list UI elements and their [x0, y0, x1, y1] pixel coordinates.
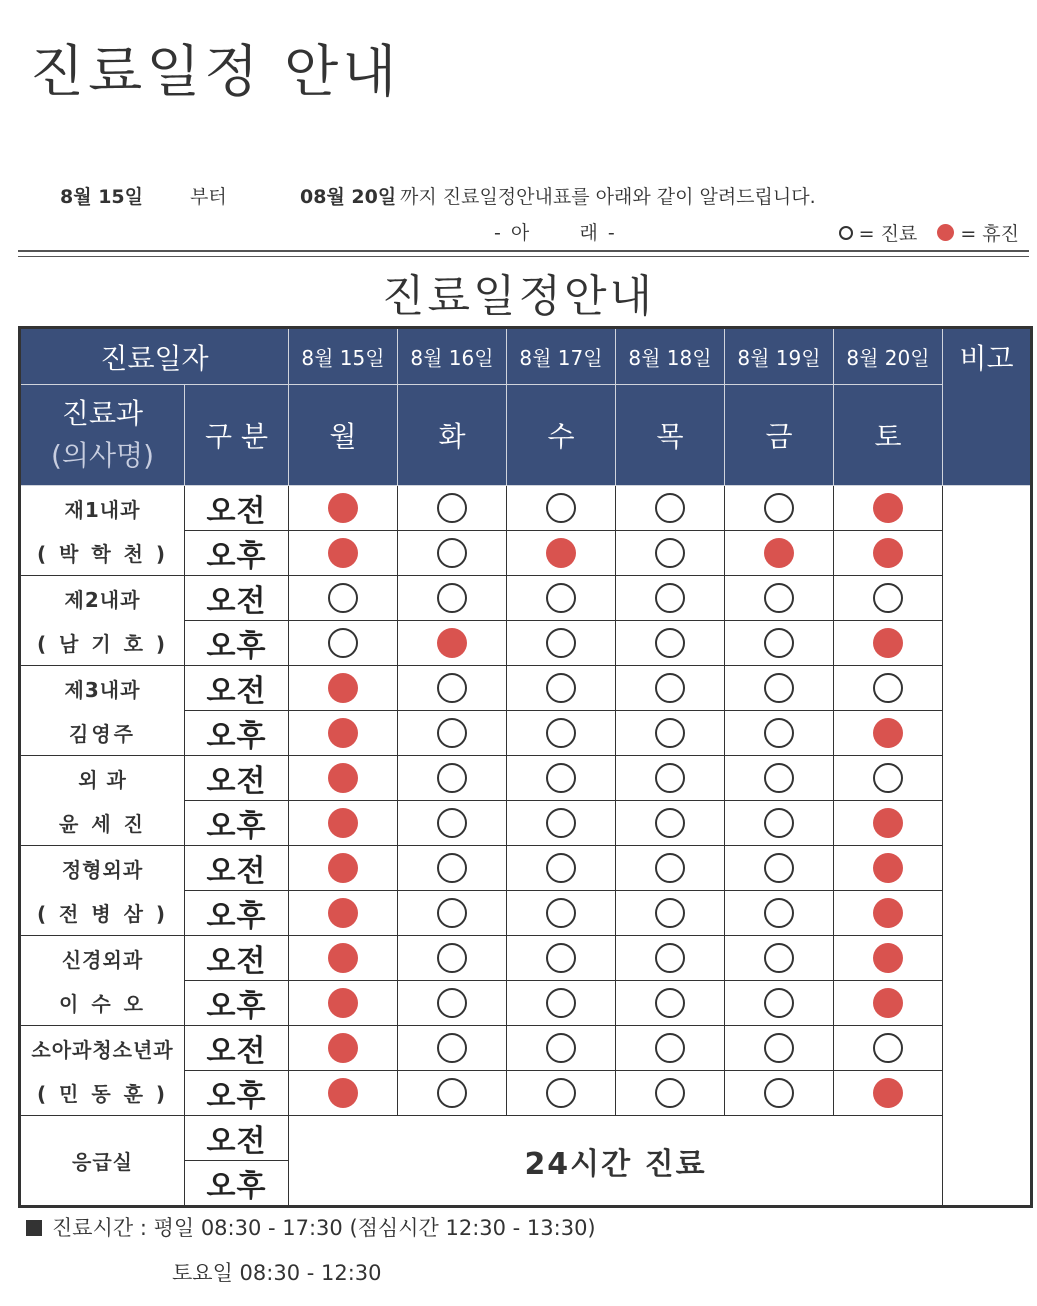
open-circle-icon: [764, 673, 794, 703]
status-cell: [616, 936, 725, 981]
status-cell: [616, 891, 725, 936]
status-cell: [616, 531, 725, 576]
legend: [839, 219, 1019, 246]
open-circle-icon: [839, 226, 853, 240]
closed-dot-icon: [873, 808, 903, 838]
status-cell: [834, 981, 943, 1026]
table-row: [20, 981, 1032, 1026]
table-row: [20, 846, 1032, 891]
closed-dot-icon: [873, 853, 903, 883]
status-cell: [507, 756, 616, 801]
closed-dot-icon: [873, 898, 903, 928]
open-circle-icon: [764, 943, 794, 973]
closed-dot-icon: [328, 493, 358, 523]
closed-dot-icon: [328, 763, 358, 793]
open-circle-icon: [655, 943, 685, 973]
status-cell: [507, 846, 616, 891]
status-cell: [725, 1026, 834, 1071]
closed-dot-icon: [764, 538, 794, 568]
status-cell: [616, 711, 725, 756]
status-cell: [289, 621, 398, 666]
doctor-name-cell: ( 민 동 훈 ): [20, 1071, 185, 1116]
open-circle-icon: [546, 808, 576, 838]
remark-header: [943, 328, 1032, 486]
status-cell: [616, 801, 725, 846]
status-cell: [398, 1026, 507, 1071]
open-circle-icon: [873, 763, 903, 793]
status-cell: [398, 531, 507, 576]
status-cell: [725, 756, 834, 801]
date-cell: 8월 15일: [289, 328, 398, 385]
status-cell: [398, 666, 507, 711]
open-circle-icon: [437, 988, 467, 1018]
table-row: [20, 531, 1032, 576]
period-cell: 오전: [185, 936, 289, 981]
open-circle-icon: [655, 853, 685, 883]
open-circle-icon: [764, 1033, 794, 1063]
doctor-name-cell: ( 전 병 삼 ): [20, 891, 185, 936]
divider: [18, 250, 1029, 252]
open-circle-icon: [437, 673, 467, 703]
status-cell: [289, 531, 398, 576]
hours-weekday: [26, 1212, 596, 1242]
dept-name-cell: 제3내과: [20, 666, 185, 711]
open-circle-icon: [437, 898, 467, 928]
bullet-square-icon: [26, 1220, 42, 1236]
hours-weekday-text: 진료시간 : 평일 08:30 - 17:30 (점심시간 12:30 - 13:30): [52, 1216, 596, 1240]
dept-label: 진료과: [61, 397, 144, 430]
status-cell: [725, 1071, 834, 1116]
closed-dot-icon: [328, 853, 358, 883]
open-circle-icon: [546, 943, 576, 973]
period-cell: 오후: [185, 981, 289, 1026]
status-cell: [725, 621, 834, 666]
remark-label: 비고: [959, 342, 1014, 375]
table-row: [20, 936, 1032, 981]
status-cell: [834, 891, 943, 936]
open-circle-icon: [655, 493, 685, 523]
schedule-body: [20, 486, 1032, 1207]
closed-dot-icon: [873, 628, 903, 658]
status-cell: [834, 1026, 943, 1071]
period-cell: 오전: [185, 1026, 289, 1071]
doctor-name-cell: 이 수 오: [20, 981, 185, 1026]
date-cell: 8월 16일: [398, 328, 507, 385]
intro-text: 까지 진료일정안내표를 아래와 같이 알려드립니다.: [400, 186, 816, 208]
open-circle-icon: [655, 628, 685, 658]
open-circle-icon: [655, 673, 685, 703]
open-circle-icon: [655, 718, 685, 748]
open-circle-icon: [546, 583, 576, 613]
open-circle-icon: [655, 583, 685, 613]
status-cell: [507, 981, 616, 1026]
open-circle-icon: [437, 1033, 467, 1063]
closed-dot-icon: [437, 628, 467, 658]
open-circle-icon: [437, 763, 467, 793]
table-row: [20, 891, 1032, 936]
date-cell: 8월 17일: [507, 328, 616, 385]
status-cell: [834, 846, 943, 891]
closed-dot-icon: [328, 1078, 358, 1108]
status-cell: [725, 846, 834, 891]
status-cell: [289, 1071, 398, 1116]
table-row: [20, 1116, 1032, 1161]
subhead: - 아 래 -: [494, 222, 617, 244]
closed-dot-icon: [873, 718, 903, 748]
status-cell: [289, 936, 398, 981]
open-circle-icon: [546, 1078, 576, 1108]
table-row: [20, 486, 1032, 531]
status-cell: [725, 711, 834, 756]
closed-dot-icon: [328, 808, 358, 838]
open-circle-icon: [437, 718, 467, 748]
divider: [18, 256, 1029, 257]
open-circle-icon: [764, 583, 794, 613]
period-cell: 오전: [185, 486, 289, 531]
legend-closed-label: = 휴진: [960, 223, 1019, 245]
status-cell: [289, 891, 398, 936]
closed-dot-icon: [328, 1033, 358, 1063]
status-cell: [398, 1071, 507, 1116]
open-circle-icon: [764, 808, 794, 838]
status-cell: [616, 981, 725, 1026]
status-cell: [398, 801, 507, 846]
status-cell: [834, 801, 943, 846]
emergency-text-cell: 24시간 진료: [289, 1116, 943, 1207]
page-title: 진료일정 안내: [30, 40, 401, 105]
table-row: [20, 1071, 1032, 1116]
status-cell: [398, 891, 507, 936]
table-row: [20, 756, 1032, 801]
status-cell: [616, 846, 725, 891]
open-circle-icon: [546, 988, 576, 1018]
open-circle-icon: [328, 628, 358, 658]
status-cell: [398, 846, 507, 891]
open-circle-icon: [655, 763, 685, 793]
period-cell: 오전: [185, 756, 289, 801]
open-circle-icon: [546, 1033, 576, 1063]
status-cell: [616, 666, 725, 711]
period-header: 구 분: [185, 385, 289, 486]
status-cell: [398, 756, 507, 801]
status-cell: [725, 801, 834, 846]
status-cell: [507, 576, 616, 621]
table-row: [20, 801, 1032, 846]
period-cell: 오전: [185, 576, 289, 621]
status-cell: [507, 1026, 616, 1071]
closed-dot-icon: [328, 988, 358, 1018]
date-cell: 8월 18일: [616, 328, 725, 385]
emergency-name-cell: 응급실: [20, 1116, 185, 1207]
doctor-name-cell: 윤 세 진: [20, 801, 185, 846]
open-circle-icon: [546, 628, 576, 658]
open-circle-icon: [764, 898, 794, 928]
dept-name-cell: 소아과청소년과: [20, 1026, 185, 1071]
period-cell: 오후: [185, 1071, 289, 1116]
dept-name-cell: 신경외과: [20, 936, 185, 981]
open-circle-icon: [764, 493, 794, 523]
status-cell: [834, 1071, 943, 1116]
open-circle-icon: [873, 583, 903, 613]
period-cell: 오전: [185, 1116, 289, 1161]
open-circle-icon: [437, 853, 467, 883]
status-cell: [507, 1071, 616, 1116]
closed-dot-icon: [873, 538, 903, 568]
status-cell: [507, 531, 616, 576]
open-circle-icon: [437, 808, 467, 838]
status-cell: [725, 936, 834, 981]
closed-dot-icon: [328, 538, 358, 568]
dept-name-cell: 정형외과: [20, 846, 185, 891]
status-cell: [398, 486, 507, 531]
status-cell: [398, 981, 507, 1026]
closed-dot-icon: [328, 943, 358, 973]
open-circle-icon: [546, 673, 576, 703]
status-cell: [616, 756, 725, 801]
status-cell: [725, 576, 834, 621]
weekday-cell: 목: [616, 385, 725, 486]
doctor-label: (의사명): [51, 439, 154, 472]
dept-name-cell: 제2내과: [20, 576, 185, 621]
open-circle-icon: [873, 1033, 903, 1063]
open-circle-icon: [655, 1078, 685, 1108]
status-cell: [507, 711, 616, 756]
status-cell: [725, 666, 834, 711]
status-cell: [507, 891, 616, 936]
open-circle-icon: [873, 673, 903, 703]
status-cell: [834, 756, 943, 801]
legend-open-label: = 진료: [858, 223, 918, 245]
open-circle-icon: [546, 763, 576, 793]
date-cell: 8월 20일: [834, 328, 943, 385]
weekday-cell: 금: [725, 385, 834, 486]
open-circle-icon: [764, 988, 794, 1018]
open-circle-icon: [764, 718, 794, 748]
status-cell: [289, 801, 398, 846]
period-cell: 오후: [185, 891, 289, 936]
open-circle-icon: [764, 1078, 794, 1108]
weekday-cell: 수: [507, 385, 616, 486]
date-header: 진료일자: [20, 328, 289, 385]
closed-dot-icon: [328, 898, 358, 928]
period-cell: 오전: [185, 666, 289, 711]
status-cell: [616, 621, 725, 666]
status-cell: [834, 936, 943, 981]
open-circle-icon: [764, 628, 794, 658]
open-circle-icon: [328, 583, 358, 613]
status-cell: [398, 576, 507, 621]
status-cell: [289, 756, 398, 801]
period-cell: 오후: [185, 531, 289, 576]
status-cell: [616, 486, 725, 531]
status-cell: [834, 531, 943, 576]
closed-dot-icon: [873, 988, 903, 1018]
open-circle-icon: [546, 853, 576, 883]
status-cell: [616, 1071, 725, 1116]
closed-dot-icon: [873, 943, 903, 973]
date-cell: 8월 19일: [725, 328, 834, 385]
open-circle-icon: [437, 1078, 467, 1108]
remark-cell: [943, 486, 1032, 1207]
doctor-name-cell: 김영주: [20, 711, 185, 756]
table-row: [20, 711, 1032, 756]
weekday-cell: 토: [834, 385, 943, 486]
doctor-name-cell: ( 남 기 호 ): [20, 621, 185, 666]
open-circle-icon: [655, 898, 685, 928]
schedule-table: [18, 326, 1033, 1208]
open-circle-icon: [546, 493, 576, 523]
to-date: 08월 20일: [300, 186, 397, 208]
table-row: [20, 621, 1032, 666]
dept-name-cell: 재1내과: [20, 486, 185, 531]
status-cell: [289, 576, 398, 621]
closed-dot-icon: [328, 718, 358, 748]
status-cell: [834, 711, 943, 756]
status-cell: [398, 621, 507, 666]
period-cell: 오후: [185, 711, 289, 756]
status-cell: [725, 486, 834, 531]
status-cell: [725, 891, 834, 936]
status-cell: [289, 486, 398, 531]
open-circle-icon: [655, 808, 685, 838]
status-cell: [725, 531, 834, 576]
status-cell: [398, 711, 507, 756]
table-row: [20, 1026, 1032, 1071]
status-cell: [834, 576, 943, 621]
closed-dot-icon: [873, 493, 903, 523]
weekday-cell: 화: [398, 385, 507, 486]
open-circle-icon: [764, 763, 794, 793]
open-circle-icon: [437, 943, 467, 973]
table-title: 진료일정안내: [381, 271, 656, 322]
period-cell: 오후: [185, 801, 289, 846]
status-cell: [289, 1026, 398, 1071]
weekday-cell: 월: [289, 385, 398, 486]
closed-dot-icon: [873, 1078, 903, 1108]
dept-header: [20, 385, 185, 486]
open-circle-icon: [437, 538, 467, 568]
open-circle-icon: [437, 583, 467, 613]
status-cell: [507, 666, 616, 711]
status-cell: [834, 621, 943, 666]
from-date: 8월 15일: [60, 186, 143, 208]
status-cell: [507, 486, 616, 531]
status-cell: [289, 711, 398, 756]
doctor-name-cell: ( 박 학 천 ): [20, 531, 185, 576]
dept-name-cell: 외 과: [20, 756, 185, 801]
status-cell: [834, 486, 943, 531]
status-cell: [507, 621, 616, 666]
table-row: [20, 666, 1032, 711]
hours-saturday: 토요일 08:30 - 12:30: [172, 1261, 382, 1285]
closed-dot-icon: [546, 538, 576, 568]
status-cell: [289, 666, 398, 711]
open-circle-icon: [655, 988, 685, 1018]
period-cell: 오후: [185, 621, 289, 666]
status-cell: [289, 846, 398, 891]
open-circle-icon: [764, 853, 794, 883]
open-circle-icon: [437, 493, 467, 523]
period-cell: 오후: [185, 1161, 289, 1207]
table-row: [20, 576, 1032, 621]
closed-dot-icon: [937, 224, 954, 241]
period-cell: 오전: [185, 846, 289, 891]
status-cell: [398, 936, 507, 981]
status-cell: [616, 576, 725, 621]
from-word: 부터: [190, 186, 227, 208]
open-circle-icon: [655, 1033, 685, 1063]
closed-dot-icon: [328, 673, 358, 703]
open-circle-icon: [546, 718, 576, 748]
open-circle-icon: [546, 898, 576, 928]
status-cell: [507, 801, 616, 846]
status-cell: [507, 936, 616, 981]
status-cell: [289, 981, 398, 1026]
status-cell: [616, 1026, 725, 1071]
status-cell: [725, 981, 834, 1026]
status-cell: [834, 666, 943, 711]
open-circle-icon: [655, 538, 685, 568]
